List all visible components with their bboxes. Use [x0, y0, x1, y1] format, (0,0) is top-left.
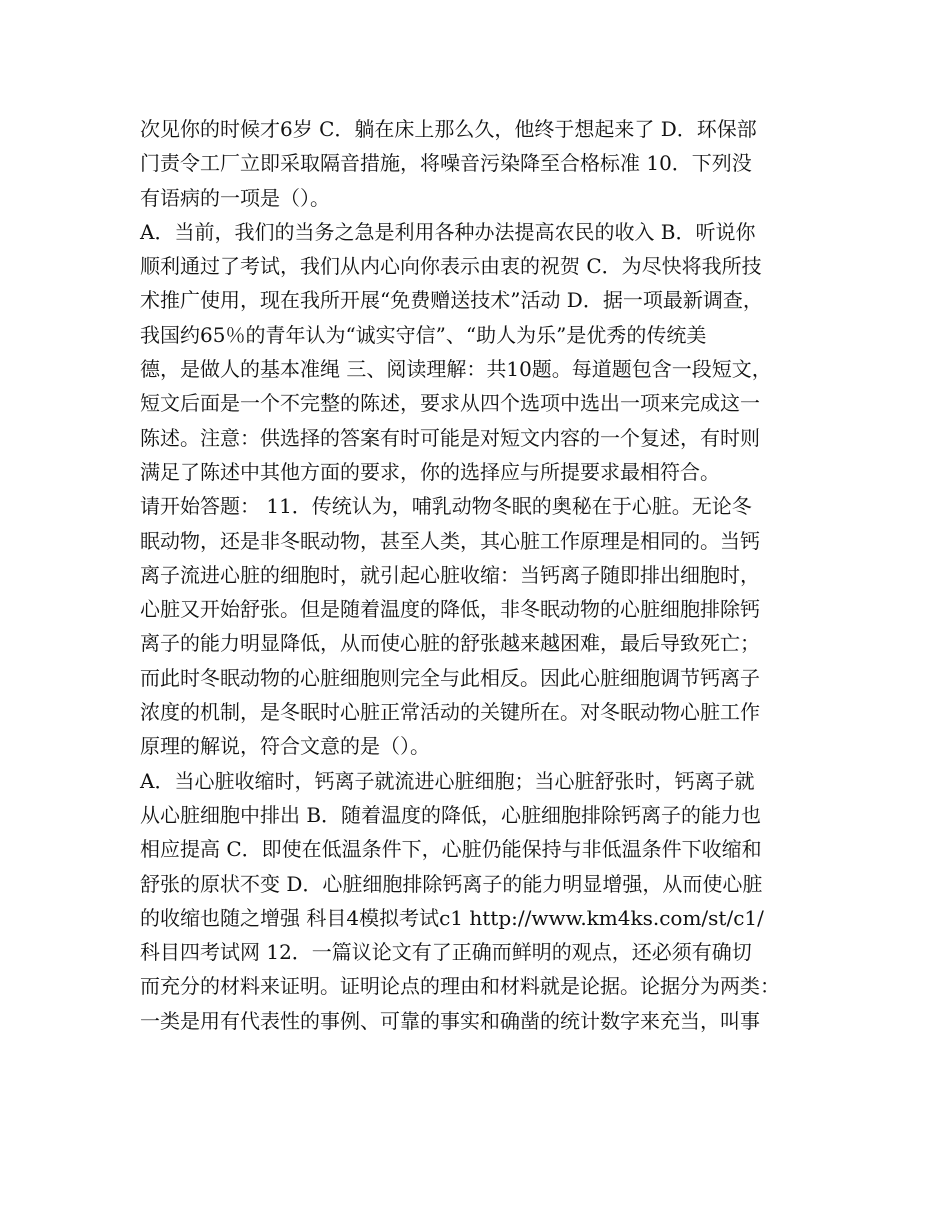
text-line: 术推广使用，现在我所开展“免费赠送技术”活动 D．据一项最新调查，	[140, 288, 763, 313]
text-line: 短文后面是一个不完整的陈述，要求从四个选项中选出一项来完成这一	[140, 391, 760, 416]
text-line: 原理的解说，符合文意的是（）。	[140, 734, 430, 759]
text-line: 离子流进心脏的细胞时，就引起心脏收缩：当钙离子随即排出细胞时，	[140, 562, 760, 587]
text-line: 眠动物，还是非冬眠动物，甚至人类，其心脏工作原理是相同的。当钙	[140, 528, 760, 553]
text-line: 有语病的一项是（）。	[140, 185, 330, 210]
text-line: 心脏又开始舒张。但是随着温度的降低，非冬眠动物的心脏细胞排除钙	[140, 597, 760, 622]
text-line: A．当心脏收缩时，钙离子就流进心脏细胞；当心脏舒张时，钙离子就	[140, 768, 755, 793]
document-page	[140, 112, 830, 1038]
text-line: 科目四考试网 12．一篇议论文有了正确而鲜明的观点，还必须有确切	[140, 940, 752, 965]
text-line: 相应提高 C．即使在低温条件下，心脏仍能保持与非低温条件下收缩和	[140, 837, 762, 862]
text-line: 的收缩也随之增强 科目4模拟考试c1 http://www.km4ks.com/st/c1/	[140, 905, 764, 930]
text-line: 德，是做人的基本准绳 三、阅读理解：共10题。每道题包含一段短文，	[140, 357, 772, 382]
text-line: 而充分的材料来证明。证明论点的理由和材料就是论据。论据分为两类：	[140, 974, 780, 999]
text-line: 浓度的机制，是冬眠时心脏正常活动的关键所在。对冬眠动物心脏工作	[140, 700, 760, 725]
text-line: 顺利通过了考试，我们从内心向你表示由衷的祝贺 C．为尽快将我所技	[140, 254, 762, 279]
text-line: 而此时冬眠动物的心脏细胞则完全与此相反。因此心脏细胞调节钙离子	[140, 665, 760, 690]
text-line: 我国约65％的青年认为“诚实守信”、“助人为乐”是优秀的传统美	[140, 322, 707, 347]
text-line: 门责令工厂立即采取隔音措施，将噪音污染降至合格标准 10．下列没	[140, 151, 752, 176]
text-line: 次见你的时候才6岁 C．躺在床上那么久，他终于想起来了 D．环保部	[140, 117, 757, 141]
text-line: 请开始答题： 11．传统认为，哺乳动物冬眠的奥秘在于心脏。无论冬	[140, 494, 752, 519]
text-line: 一类是用有代表性的事例、可靠的事实和确凿的统计数字来充当，叫事	[140, 1008, 760, 1033]
text-line: 满足了陈述中其他方面的要求，你的选择应与所提要求最相符合。	[140, 459, 720, 484]
text-line: A．当前，我们的当务之急是利用各种办法提高农民的收入 B．听说你	[140, 219, 756, 244]
text-line: 离子的能力明显降低，从而使心脏的舒张越来越困难，最后导致死亡；	[140, 631, 760, 656]
text-line: 陈述。注意：供选择的答案有时可能是对短文内容的一个复述，有时则	[140, 425, 760, 450]
text-line: 从心脏细胞中排出 B．随着温度的降低，心脏细胞排除钙离子的能力也	[140, 802, 762, 827]
text-line: 舒张的原状不变 D．心脏细胞排除钙离子的能力明显增强，从而使心脏	[140, 871, 763, 896]
